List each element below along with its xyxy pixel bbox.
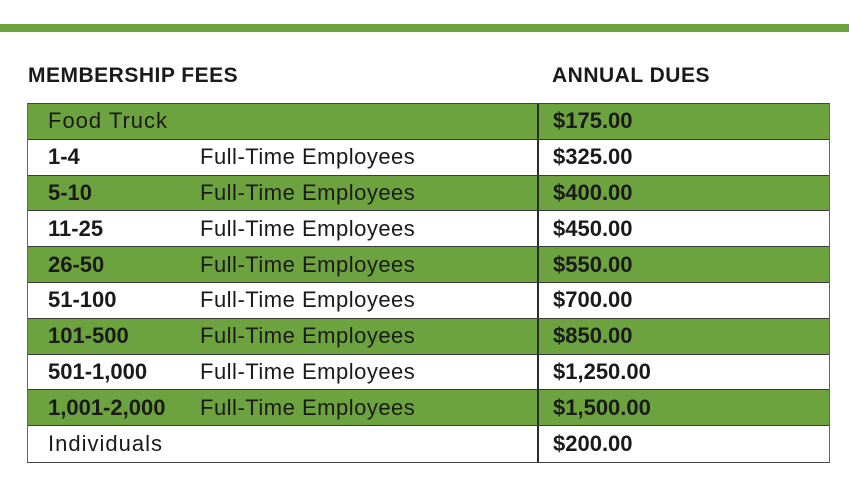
business-size-label: 5-10 <box>48 179 93 205</box>
business-size-label: 1,001-2,000 <box>48 394 166 420</box>
business-size-label: Food Truck <box>48 108 169 134</box>
column-divider <box>537 176 539 211</box>
business-size-label: 51-100 <box>48 287 117 313</box>
column-divider <box>537 283 539 318</box>
employee-description: Full-Time Employees <box>200 358 416 384</box>
business-size-label: 26-50 <box>48 251 105 277</box>
annual-dues-value: $450.00 <box>553 215 633 241</box>
annual-dues-value: $550.00 <box>553 251 633 277</box>
membership-fee-table <box>27 103 830 463</box>
business-size-label: Individuals <box>48 431 163 457</box>
employee-description: Full-Time Employees <box>200 179 416 205</box>
table-row <box>28 176 829 212</box>
annual-dues-value: $850.00 <box>553 323 633 349</box>
column-divider <box>537 319 539 354</box>
table-row <box>28 426 829 462</box>
column-divider <box>537 426 539 462</box>
business-size-label: 101-500 <box>48 323 129 349</box>
column-divider <box>537 355 539 390</box>
table-row <box>28 247 829 283</box>
annual-dues-heading: ANNUAL DUES <box>552 64 710 87</box>
annual-dues-value: $700.00 <box>553 287 633 313</box>
annual-dues-value: $400.00 <box>553 179 633 205</box>
table-row <box>28 319 829 355</box>
employee-description: Full-Time Employees <box>200 287 416 313</box>
employee-description: Full-Time Employees <box>200 394 416 420</box>
table-row <box>28 283 829 319</box>
membership-fees-heading: MEMBERSHIP FEES <box>28 64 239 87</box>
table-row <box>28 211 829 247</box>
annual-dues-value: $325.00 <box>553 144 633 170</box>
employee-description: Full-Time Employees <box>200 323 416 349</box>
employee-description: Full-Time Employees <box>200 215 416 241</box>
annual-dues-value: $175.00 <box>553 108 633 134</box>
business-size-label: 1-4 <box>48 144 80 170</box>
table-row <box>28 140 829 176</box>
column-divider <box>537 104 539 139</box>
table-row <box>28 355 829 391</box>
annual-dues-value: $1,500.00 <box>553 394 651 420</box>
column-divider <box>537 247 539 282</box>
column-divider <box>537 390 539 425</box>
annual-dues-value: $200.00 <box>553 431 633 457</box>
top-accent-bar <box>0 24 849 32</box>
column-divider <box>537 211 539 246</box>
business-size-label: 501-1,000 <box>48 358 148 384</box>
annual-dues-value: $1,250.00 <box>553 358 651 384</box>
employee-description: Full-Time Employees <box>200 144 416 170</box>
table-row <box>28 390 829 426</box>
business-size-label: 11-25 <box>48 215 104 241</box>
employee-description: Full-Time Employees <box>200 251 416 277</box>
column-divider <box>537 140 539 175</box>
table-row <box>28 104 829 140</box>
